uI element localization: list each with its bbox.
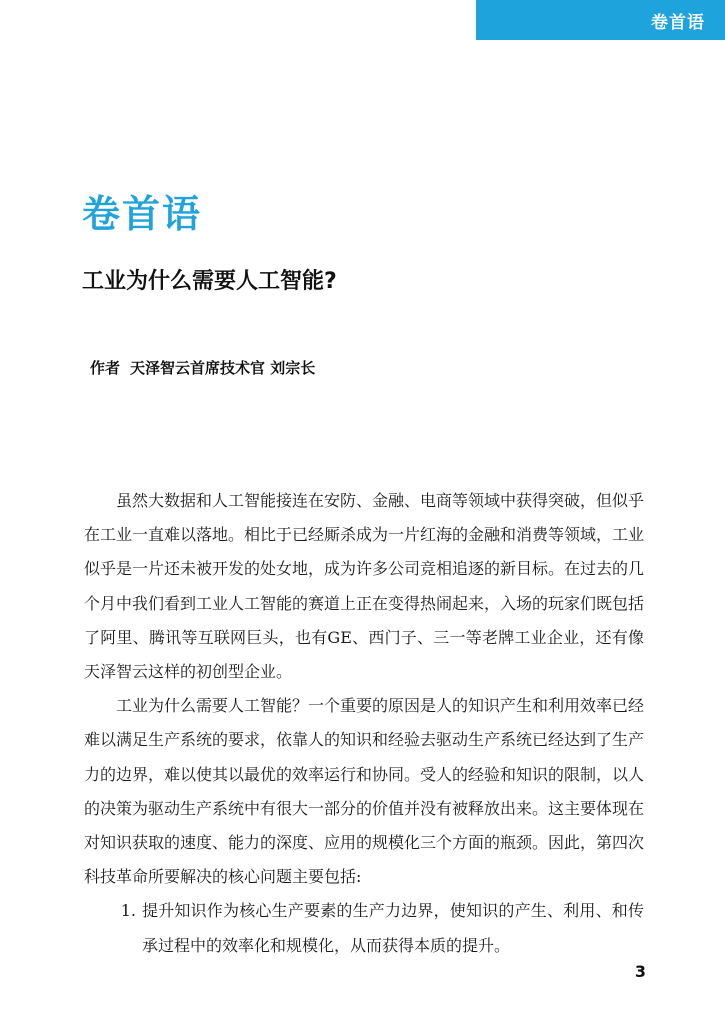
- section-tab: [476, 0, 725, 40]
- article-body: [84, 484, 644, 963]
- paragraph-1: 虽然大数据和人工智能接连在安防、金融、电商等领域中获得突破，但似乎在工业一直难以落地。相比于已经厮杀成为一片红海的金融和消费等领域，工业似乎是一片还未被开发的处女地，成为许多公司竞相追逐的新目标。在过去的几个月中我们看到工业人工智能的赛道上正在变得热闹起来，入场的玩家们既包括了阿里、腾讯等互联网巨头，也有GE、西门子、三一等老牌工业企业，还有像天泽智云这样的初创型企业。: [84, 491, 645, 682]
- list-item-text: 提升知识作为核心生产要素的生产力边界，使知识的产生、利用、和传承过程中的效率化和规模化，从而获得本质的提升。: [142, 901, 644, 955]
- list-item: [84, 894, 644, 962]
- paragraph-2: 工业为什么需要人工智能？一个重要的原因是人的知识产生和利用效率已经难以满足生产系统的要求，依靠人的知识和经验去驱动生产系统已经达到了生产力的边界，难以使其以最优的效率运行和协同。受人的经验和知识的限制，以人的决策为驱动生产系统中有很大一部分的价值并没有被释放出来。这主要体现在对知识获取的速度、能力的深度、应用的规模化三个方面的瓶颈。因此，第四次科技革命所要解决的核心问题主要包括:: [84, 696, 645, 887]
- page-number: 3: [634, 962, 646, 981]
- section-tab-label: 卷首语: [651, 12, 705, 33]
- list-item-number: 1.: [120, 901, 136, 921]
- author-line: [90, 359, 315, 379]
- author-byline: 天泽智云首席技术官 刘宗长: [130, 359, 316, 377]
- article-subtitle: 工业为什么需要人工智能?: [82, 269, 337, 294]
- author-label: 作者: [90, 359, 121, 377]
- section-title: 卷首语: [82, 192, 203, 236]
